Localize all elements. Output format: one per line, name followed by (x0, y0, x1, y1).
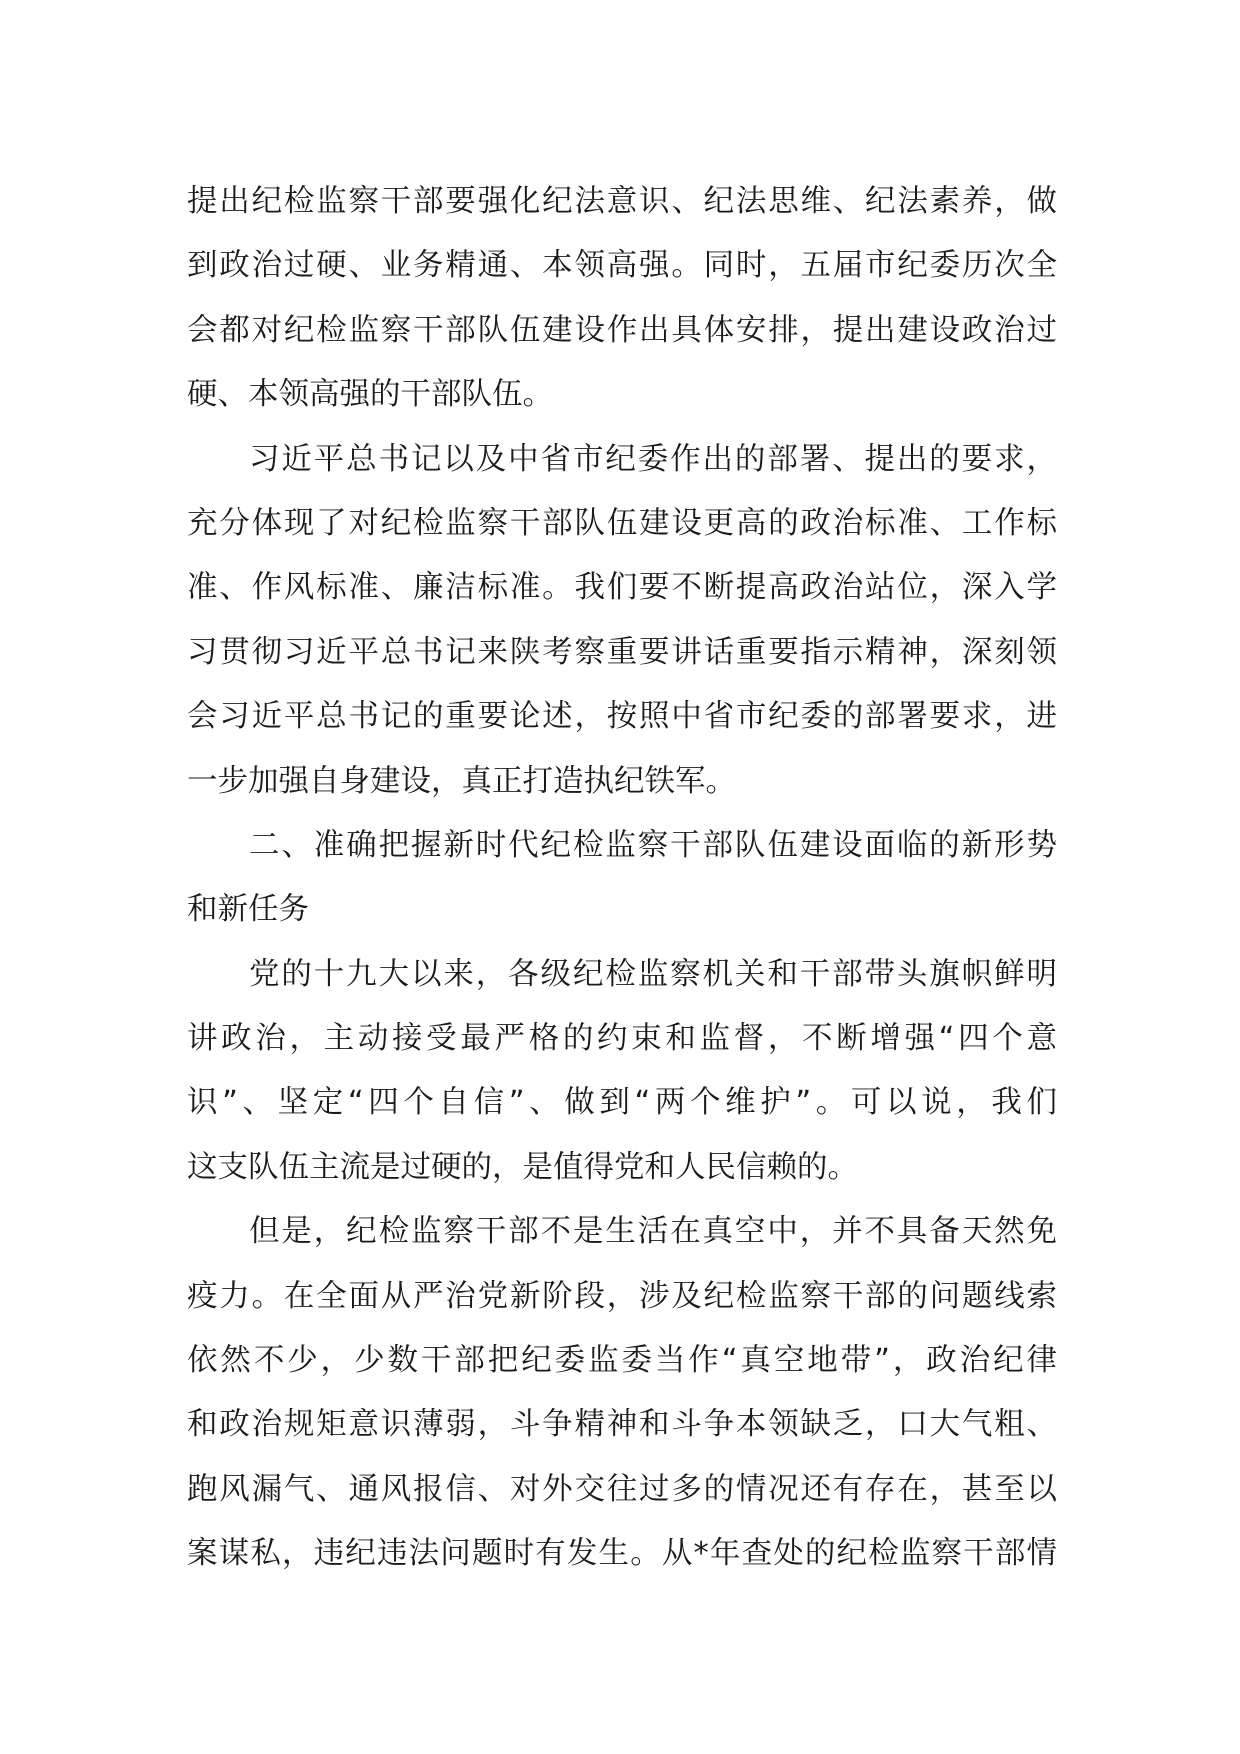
text-line: 一步加强自身建设，真正打造执纪铁军。 (187, 763, 736, 799)
text-line: 和政治规矩意识薄弱，斗争精神和斗争本领缺乏，口大气粗、 (187, 1407, 1057, 1443)
text-line: 到政治过硬、业务精通、本领高强。同时，五届市纪委历次全 (187, 248, 1057, 284)
text-line: 识”、坚定“四个自信”、做到“两个维护”。可以说，我们 (187, 1085, 1057, 1121)
text-line: 疫力。在全面从严治党新阶段，涉及纪检监察干部的问题线索 (187, 1278, 1057, 1314)
text-line: 但是，纪检监察干部不是生活在真空中，并不具备天然免 (249, 1214, 1057, 1250)
text-line: 二、准确把握新时代纪检监察干部队伍建设面临的新形势 (249, 827, 1057, 863)
text-line: 习近平总书记以及中省市纪委作出的部署、提出的要求， (249, 441, 1057, 477)
document-body (187, 170, 1057, 1587)
text-line: 这支队伍主流是过硬的，是值得党和人民信赖的。 (187, 1149, 858, 1185)
text-line: 会习近平总书记的重要论述，按照中省市纪委的部署要求，进 (187, 699, 1057, 735)
text-line: 党的十九大以来，各级纪检监察机关和干部带头旗帜鲜明 (249, 956, 1057, 992)
text-line: 硬、本领高强的干部队伍。 (187, 377, 553, 413)
text-line: 提出纪检监察干部要强化纪法意识、纪法思维、纪法素养，做 (187, 184, 1057, 219)
text-line: 和新任务 (187, 892, 309, 928)
text-line: 依然不少，少数干部把纪委监委当作“真空地带”，政治纪律 (187, 1343, 1057, 1379)
text-line: 讲政治，主动接受最严格的约束和监督，不断增强“四个意 (187, 1021, 1057, 1057)
text-line: 充分体现了对纪检监察干部队伍建设更高的政治标准、工作标 (187, 505, 1057, 541)
text-line: 习贯彻习近平总书记来陕考察重要讲话重要指示精神，深刻领 (187, 634, 1057, 670)
text-line: 跑风漏气、通风报信、对外交往过多的情况还有存在，甚至以 (187, 1471, 1057, 1507)
text-line: 会都对纪检监察干部队伍建设作出具体安排，提出建设政治过 (187, 312, 1057, 348)
text-line: 准、作风标准、廉洁标准。我们要不断提高政治站位，深入学 (187, 570, 1057, 606)
text-line: 案谋私，违纪违法问题时有发生。从*年查处的纪检监察干部情 (187, 1536, 1057, 1572)
